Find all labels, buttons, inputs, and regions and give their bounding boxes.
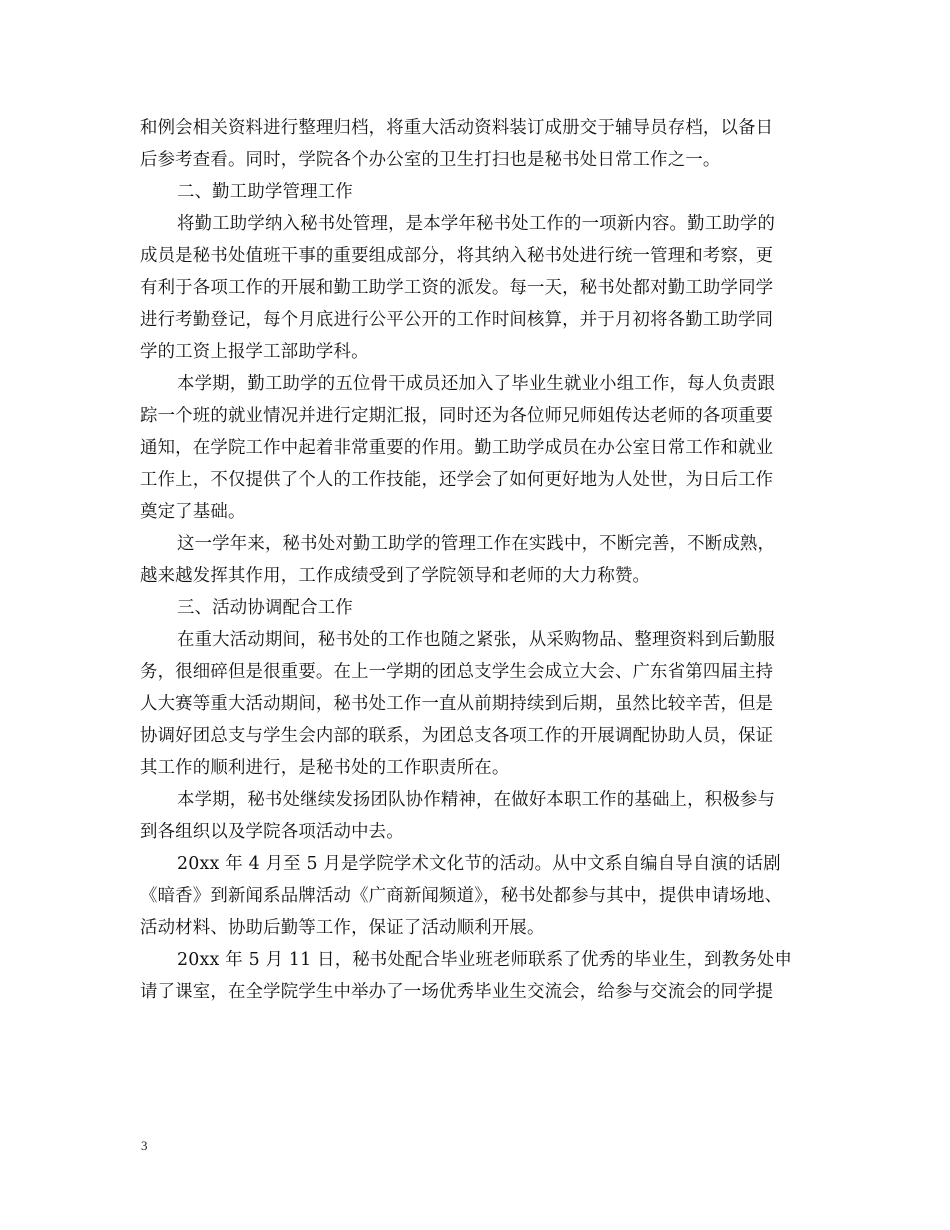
text-line: 学的工资上报学工部助学科。 — [140, 342, 369, 362]
text-line: 20xx 年 4 月至 5 月是学院学术文化节的活动。从中文系自编自导自演的话剧 — [177, 854, 781, 874]
page-number: 3 — [141, 1138, 148, 1153]
text-line: 其工作的顺利进行，是秘书处的工作职责所在。 — [140, 758, 510, 778]
text-line: 在重大活动期间，秘书处的工作也随之紧张，从采购物品、整理资料到后勤服 — [177, 630, 776, 650]
text-line: 这一学年来，秘书处对勤工助学的管理工作在实践中，不断完善，不断成熟， — [177, 534, 776, 554]
text-line: 务，很细碎但是很重要。在上一学期的团总支学生会成立大会、广东省第四届主持 — [140, 662, 774, 682]
text-line: 通知，在学院工作中起着非常重要的作用。勤工助学成员在办公室日常工作和就业 — [140, 438, 774, 458]
text-line: 工作上，不仅提供了个人的工作技能，还学会了如何更好地为人处世，为日后工作 — [140, 470, 774, 490]
text-line: 进行考勤登记，每个月底进行公平公开的工作时间核算，并于月初将各勤工助学同 — [140, 310, 774, 330]
text-line: 20xx 年 5 月 11 日，秘书处配合毕业班老师联系了优秀的毕业生，到教务处申 — [177, 950, 793, 970]
text-line: 奠定了基础。 — [140, 502, 246, 522]
text-line: 协调好团总支与学生会内部的联系，为团总支各项工作的开展调配协助人员，保证 — [140, 726, 774, 746]
text-line: 人大赛等重大活动期间，秘书处工作一直从前期持续到后期，虽然比较辛苦，但是 — [140, 694, 774, 714]
text-line: 将勤工助学纳入秘书处管理，是本学年秘书处工作的一项新内容。勤工助学的 — [177, 214, 776, 234]
text-line: 请了课室，在全学院学生中举办了一场优秀毕业生交流会，给参与交流会的同学提 — [140, 982, 774, 1002]
text-line: 和例会相关资料进行整理归档，将重大活动资料装订成册交于辅导员存档，以备日 — [140, 118, 774, 138]
text-line: 本学期，秘书处继续发扬团队协作精神，在做好本职工作的基础上，积极参与 — [177, 790, 776, 810]
document-body — [140, 112, 820, 1008]
text-line: 成员是秘书处值班干事的重要组成部分，将其纳入秘书处进行统一管理和考察，更 — [140, 246, 774, 266]
text-line: 《暗香》到新闻系品牌活动《广商新闻频道》，秘书处都参与其中，提供申请场地、 — [140, 886, 783, 906]
text-line: 活动材料、协助后勤等工作，保证了活动顺利开展。 — [140, 918, 545, 938]
text-line: 二、勤工助学管理工作 — [177, 182, 353, 202]
text-line: 本学期，勤工助学的五位骨干成员还加入了毕业生就业小组工作，每人负责跟 — [177, 374, 776, 394]
text-line: 后参考查看。同时，学院各个办公室的卫生打扫也是秘书处日常工作之一。 — [140, 150, 721, 170]
text-line: 到各组织以及学院各项活动中去。 — [140, 822, 404, 842]
text-line: 有利于各项工作的开展和勤工助学工资的派发。每一天，秘书处都对勤工助学同学 — [140, 278, 774, 298]
text-line: 越来越发挥其作用，工作成绩受到了学院领导和老师的大力称赞。 — [140, 566, 651, 586]
text-line: 踪一个班的就业情况并进行定期汇报，同时还为各位师兄师姐传达老师的各项重要 — [140, 406, 774, 426]
text-line: 三、活动协调配合工作 — [177, 598, 353, 618]
